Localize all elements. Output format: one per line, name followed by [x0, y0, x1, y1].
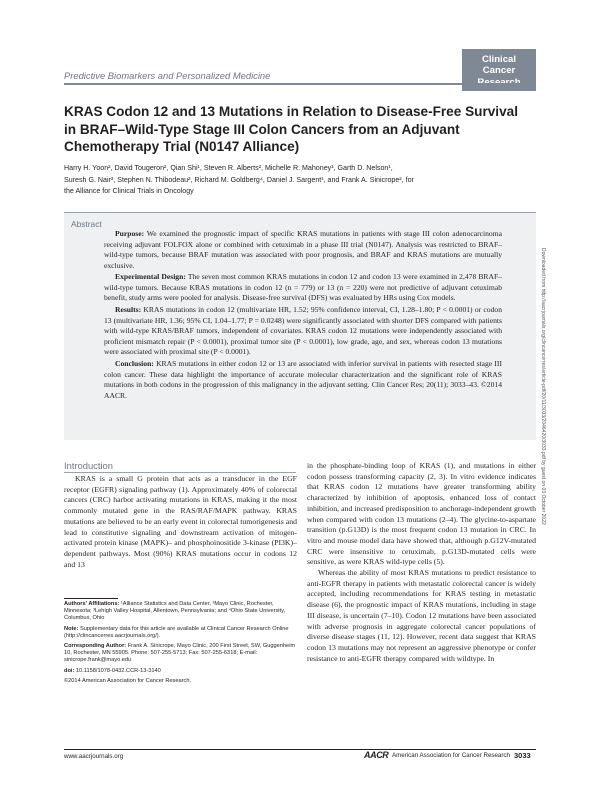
corresponding-lead: Corresponding Author:: [64, 643, 127, 650]
abstract-conclusion: [104, 359, 502, 401]
abstract-conclusion-lead: Conclusion:: [115, 359, 154, 369]
abstract-design: [104, 272, 502, 304]
abstract-results-text: KRAS mutations in codon 12 (multivariate HR, 1.52; 95% confidence interval, CI, 1.28–1.80; P < 0.0001) or codon 13 (multivariate HR, 1.36; 95% CI, 1.04–1.77; P = 0.0248) were significantly associated with shorter DFS compared with patients with wild-type KRAS/BRAF tumors, independent of covariates. KRAS codon 12 mutations were independently associated with proficient mismatch repair (P < 0.0001), proximal tumor site (P < 0.0001), low grade, age, and sex, whereas codon 13 mutations were associated with proximal site (P < 0.0001).: [104, 305, 502, 357]
introduction-rule: [64, 472, 296, 473]
affiliations-text: ¹Alliance Statistics and Data Center, ²Mayo Clinic, Rochester, Minnesota; ³Lehigh Valley Hospital, Allentown, Pennsylvania; and ⁴Ohio State University, Columbus, Ohio: [64, 601, 286, 622]
body-paragraph: in the phosphate-binding loop of KRAS (1), and mutations in either codon possess transforming capacity (2, 3). In vitro evidence indicates that KRAS codon 12 mutations have greater transforming ability characterized by inhibition of apoptosis, enhanced loss of contact inhibition, and increased predisposition to anchorage-independent growth when compared with codon 13 mutations (2–4). The glycine-to-aspartate transition (p.G13D) is the most frequent codon 13 mutation in CRC. In vitro and mouse model data have showed that, although p.G12V-mutated CRC were insensitive to cetuximab, p.G13D-mutated cells were sensitive, as were KRAS wild-type cells (5).: [307, 461, 536, 567]
body-column-left: [64, 474, 297, 570]
abstract-purpose-text: We examined the prognostic impact of specific KRAS mutations in patients with stage III colon adenocarcinoma receiving adjuvant FOLFOX alone or combined with cetuximab in a phase III trial (N0147). Analysis was restricted to BRAF–wild-type tumors, because BRAF mutation was associated with poor prognosis, and BRAF and KRAS mutations are mutually exclusive.: [104, 229, 502, 270]
section-label: Predictive Biomarkers and Personalized Medicine: [64, 70, 271, 81]
corresponding-author-note: [64, 643, 297, 665]
header-rule: [64, 83, 536, 85]
affiliations-lead: Authors' Affiliations:: [64, 601, 120, 607]
doi-text: 10.1158/1078-0432.CCR-13-3140: [75, 667, 161, 674]
aacr-logo: AACR: [364, 750, 389, 760]
footnotes: [64, 601, 297, 688]
page-number: 3033: [514, 751, 531, 760]
introduction-heading: Introduction: [64, 460, 113, 471]
abstract-heading: Abstract: [71, 219, 102, 229]
note-text: Supplementary data for this article are available at Clinical Cancer Research Online (http://clincancerres.aacrjournals.org/).: [64, 625, 289, 639]
journal-badge-line: Cancer: [482, 65, 516, 77]
body-paragraph: Whereas the ability of most KRAS mutations to predict resistance to anti-EGFR therapy in patients with metastatic colorectal cancer is widely accepted, including recommendations for KRAS testing in metastatic disease (6), the prognostic impact of KRAS mutations, including in stage III disease, is uncertain (7–10). Codon 12 mutations have been associated with adverse prognosis in aggregate colorectal cancer populations of diverse disease stages (11, 12). However, recent data suggest that KRAS codon 13 mutations may not represent an aggressive phenotype or confer resistance to anti-EGFR therapy compared with wildtype. In: [307, 568, 536, 663]
doi-note: [64, 668, 297, 675]
footer-url[interactable]: www.aacrjournals.org: [64, 753, 124, 760]
abstract-purpose-lead: Purpose:: [115, 229, 145, 238]
footer-rule: [64, 749, 536, 750]
abstract-results-lead: Results:: [115, 305, 142, 315]
journal-badge-line: Clinical: [481, 54, 517, 65]
corresponding-text: Frank A. Sinicrope, Mayo Clinic, 200 First Street, SW, Guggenheim 10, Rochester, MN 55905. Phone: 507-255-5713; Fax: 507-255-6318; E-mail: sinicrope.frank@mayo.edu: [64, 643, 296, 664]
note-lead: Note:: [64, 625, 79, 632]
abstract-design-text: The seven most common KRAS mutations in codon 12 and codon 13 were examined in 2,478 BRAF–wild-type tumors. Because KRAS mutations in codon 12 (n = 779) or 13 (n = 220) were not predictive of adjuvant cetuximab benefit, study arms were pooled for analysis. Disease-free survival (DFS) was evaluated by HRs using Cox models.: [104, 272, 502, 303]
copyright-note: ©2014 American Association for Cancer Research.: [64, 677, 192, 684]
body-column-right: [307, 461, 536, 664]
download-watermark: [537, 248, 547, 553]
affiliations-note: [64, 601, 297, 623]
abstract-results: [104, 305, 502, 358]
footnote-rule: [64, 598, 118, 599]
download-watermark-text: Downloaded from http://aacrjournals.org/clincancerres/article-pdf/20/11/3033/2046420/3033.pdf by guest on 03 October 2022: [540, 248, 546, 525]
author-line: the Alliance for Clinical Trials in Oncology: [64, 187, 194, 195]
abstract-conclusion-text: KRAS mutations in either codon 12 or 13 are associated with inferior survival in patients with resected stage III colon cancer. These data highlight the importance of accurate molecular characterization and the significant role of KRAS mutations in both codons in the progression of this malignancy in the adjuvant setting. Clin Cancer Res; 20(11); 3033–43. ©2014 AACR.: [104, 359, 502, 400]
abstract-design-lead: Experimental Design:: [115, 272, 186, 282]
supplementary-note: [64, 626, 297, 640]
author-list: [64, 163, 504, 198]
author-line: Suresh G. Nair³, Stephen N. Thibodeau², Richard M. Goldberg⁴, Daniel J. Sargent¹, and Frank A. Sinicrope², for: [64, 175, 414, 184]
body-paragraph: KRAS is a small G protein that acts as a transducer in the EGF receptor (EGFR) signaling pathway (1). Approximately 40% of colorectal cancers (CRC) harbor activating mutations in KRAS, making it the most commonly mutated gene in the RAS/RAF/MAPK pathway. KRAS mutations are believed to be an early event in colorectal tumorigenesis and lead to constitutive signaling and downstream activation of mitogen-activated protein kinase (MAPK)– and phosphoinositide 3-kinase (PI3K)–dependent pathways. Most (90%) KRAS mutations occur in codons 12 and 13: [64, 474, 297, 569]
abstract-body: [104, 229, 502, 403]
abstract-purpose: [104, 229, 502, 271]
article-title: KRAS Codon 12 and 13 Mutations in Relation to Disease-Free Survival in BRAF–Wild-Type Stage III Colon Cancers from an Adjuvant Chemotherapy Trial (N0147 Alliance): [64, 104, 518, 155]
author-line: Harry H. Yoon², David Tougeron², Qian Shi¹, Steven R. Alberts², Michelle R. Mahoney¹, Garth D. Nelson¹,: [64, 164, 393, 172]
footer-organization: American Association for Cancer Research: [392, 752, 510, 759]
doi-lead: doi:: [64, 667, 75, 674]
